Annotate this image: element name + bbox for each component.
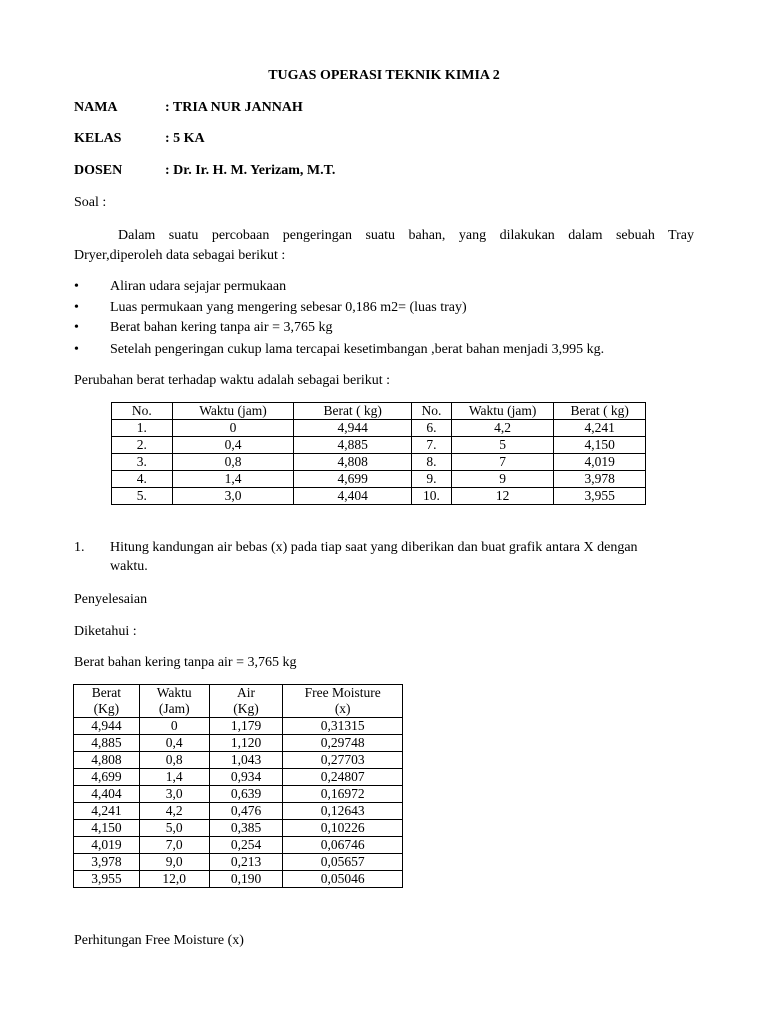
table-cell: 0,4	[139, 735, 209, 752]
table-row	[74, 735, 403, 752]
bullet-dot-icon: •	[74, 279, 79, 294]
info-label-dosen: DOSEN	[74, 163, 123, 178]
column-header: Waktu (jam)	[172, 403, 294, 420]
bullet-dot-icon: •	[74, 320, 79, 335]
info-label-nama: NAMA	[74, 100, 118, 115]
table-row	[74, 820, 403, 837]
info-label-kelas: KELAS	[74, 131, 122, 146]
table-cell: 3,978	[74, 854, 140, 871]
table-row	[112, 420, 646, 437]
column-header: No.	[112, 403, 173, 420]
document-title: TUGAS OPERASI TEKNIK KIMIA 2	[268, 68, 500, 83]
table-cell: 5	[451, 437, 554, 454]
bullet-item: Aliran udara sejajar permukaan	[110, 279, 287, 294]
column-header: Waktu (jam)	[451, 403, 554, 420]
column-header: No.	[412, 403, 452, 420]
table-cell: 7,0	[139, 837, 209, 854]
table-cell: 4.	[112, 471, 173, 488]
info-value-nama: : TRIA NUR JANNAH	[165, 100, 303, 115]
column-header: Berat ( kg)	[554, 403, 646, 420]
table-cell: 3,0	[139, 786, 209, 803]
table-cell: 0,12643	[283, 803, 403, 820]
table-cell: 3,955	[74, 871, 140, 888]
footer-heading: Perhitungan Free Moisture (x)	[74, 933, 244, 948]
table-cell: 4,241	[554, 420, 646, 437]
question-number: 1.	[74, 540, 85, 555]
table-cell: 4,150	[74, 820, 140, 837]
column-header: Free Moisture (x)	[283, 685, 403, 718]
table-cell: 10.	[412, 488, 452, 505]
table-cell: 3,0	[172, 488, 294, 505]
table-row	[74, 854, 403, 871]
bullet-item: Luas permukaan yang mengering sebesar 0,186 m2= (luas tray)	[110, 300, 467, 315]
bullet-dot-icon: •	[74, 342, 79, 357]
table-cell: 4,808	[294, 454, 412, 471]
table-row	[112, 437, 646, 454]
table-cell: 0,476	[209, 803, 283, 820]
table-cell: 0,254	[209, 837, 283, 854]
table-cell: 0,06746	[283, 837, 403, 854]
bullet-item: Setelah pengeringan cukup lama tercapai kesetimbangan ,berat bahan menjadi 3,995 kg.	[110, 342, 605, 357]
info-value-kelas: : 5 KA	[165, 131, 205, 146]
table-cell: 9.	[412, 471, 452, 488]
free-moisture-table	[73, 684, 403, 888]
table-row	[74, 803, 403, 820]
table-cell: 4,150	[554, 437, 646, 454]
table-cell: 0,4	[172, 437, 294, 454]
table-row	[74, 769, 403, 786]
table-cell: 3,955	[554, 488, 646, 505]
table-cell: 0,10226	[283, 820, 403, 837]
table-cell: 0,385	[209, 820, 283, 837]
table-cell: 0,05657	[283, 854, 403, 871]
table-cell: 0	[139, 718, 209, 735]
table-row	[74, 871, 403, 888]
table-cell: 2.	[112, 437, 173, 454]
table-row	[112, 488, 646, 505]
table-cell: 8.	[412, 454, 452, 471]
table-cell: 5.	[112, 488, 173, 505]
table-cell: 0,934	[209, 769, 283, 786]
table-cell: 5,0	[139, 820, 209, 837]
table-cell: 4,944	[74, 718, 140, 735]
table-cell: 4,885	[74, 735, 140, 752]
table-cell: 7	[451, 454, 554, 471]
table-cell: 4,885	[294, 437, 412, 454]
table-cell: 4,019	[74, 837, 140, 854]
table-cell: 4,808	[74, 752, 140, 769]
table-cell: 0	[172, 420, 294, 437]
penyelesaian-heading: Penyelesaian	[74, 592, 148, 607]
table-cell: 1,4	[172, 471, 294, 488]
table1-intro: Perubahan berat terhadap waktu adalah sebagai berikut :	[74, 373, 391, 388]
column-header: Berat (Kg)	[74, 685, 140, 718]
soal-label: Soal :	[74, 195, 107, 210]
table-cell: 0,8	[139, 752, 209, 769]
intro-line-2: Dryer,diperoleh data sebagai berikut :	[74, 248, 286, 263]
table-cell: 3,978	[554, 471, 646, 488]
table-row	[74, 718, 403, 735]
table-cell: 4,404	[74, 786, 140, 803]
table-cell: 4,699	[294, 471, 412, 488]
table-cell: 0,24807	[283, 769, 403, 786]
intro-line-1: Dalam suatu percobaan pengeringan suatu bahan, yang dilakukan dalam sebuah Tray	[118, 228, 694, 243]
table-cell: 1,4	[139, 769, 209, 786]
question-line-2: waktu.	[110, 559, 148, 574]
table-cell: 9	[451, 471, 554, 488]
table-row	[74, 752, 403, 769]
column-header: Berat ( kg)	[294, 403, 412, 420]
table-cell: 9,0	[139, 854, 209, 871]
table-cell: 0,29748	[283, 735, 403, 752]
table-row	[74, 837, 403, 854]
table-cell: 12,0	[139, 871, 209, 888]
bullet-dot-icon: •	[74, 300, 79, 315]
table-cell: 0,190	[209, 871, 283, 888]
table-cell: 4,2	[139, 803, 209, 820]
table-cell: 0,213	[209, 854, 283, 871]
bullet-item: Berat bahan kering tanpa air = 3,765 kg	[110, 320, 333, 335]
table-cell: 1.	[112, 420, 173, 437]
table-cell: 1,120	[209, 735, 283, 752]
table-cell: 1,043	[209, 752, 283, 769]
table-row	[112, 471, 646, 488]
table-cell: 4,944	[294, 420, 412, 437]
info-value-dosen: : Dr. Ir. H. M. Yerizam, M.T.	[165, 163, 336, 178]
table-cell: 12	[451, 488, 554, 505]
table-cell: 0,16972	[283, 786, 403, 803]
column-header: Air (Kg)	[209, 685, 283, 718]
table-cell: 4,699	[74, 769, 140, 786]
dry-weight-line: Berat bahan kering tanpa air = 3,765 kg	[74, 655, 297, 670]
table-cell: 0,31315	[283, 718, 403, 735]
diketahui-label: Diketahui :	[74, 624, 137, 639]
question-line-1: Hitung kandungan air bebas (x) pada tiap saat yang diberikan dan buat grafik antara X dengan	[110, 540, 638, 555]
table-cell: 4,404	[294, 488, 412, 505]
table-cell: 0,8	[172, 454, 294, 471]
column-header: Waktu (Jam)	[139, 685, 209, 718]
table-row	[74, 786, 403, 803]
table-cell: 7.	[412, 437, 452, 454]
table-row	[112, 454, 646, 471]
table-cell: 4,2	[451, 420, 554, 437]
table-cell: 4,019	[554, 454, 646, 471]
table-cell: 0,05046	[283, 871, 403, 888]
table-cell: 3.	[112, 454, 173, 471]
table-cell: 4,241	[74, 803, 140, 820]
table-header-row	[74, 685, 403, 718]
weight-time-table	[111, 402, 646, 505]
table-header-row	[112, 403, 646, 420]
table-cell: 0,27703	[283, 752, 403, 769]
table-cell: 1,179	[209, 718, 283, 735]
table-cell: 0,639	[209, 786, 283, 803]
table-cell: 6.	[412, 420, 452, 437]
